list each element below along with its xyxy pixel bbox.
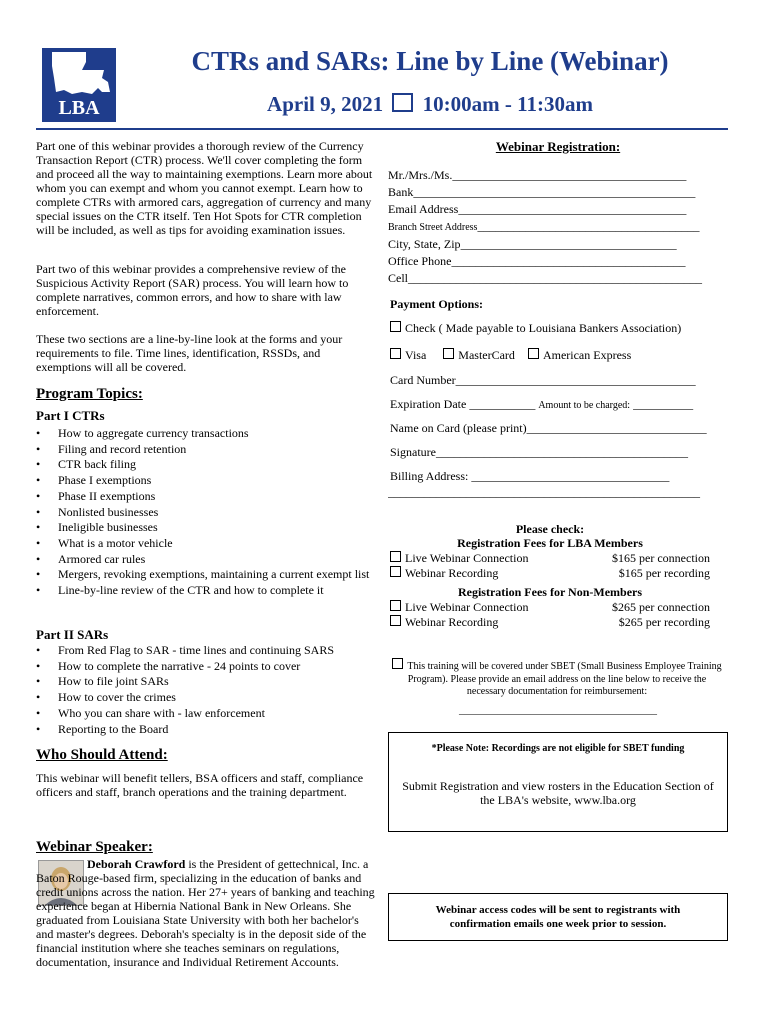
sbet-text: This training will be covered under SBET (Small Business Employee Training Program). Please provide an email address on the line below to receive the necessary documentation for reimbursement: (407, 661, 722, 697)
fee-label: Live Webinar Connection (405, 600, 529, 614)
field-label: Office Phone (388, 254, 452, 268)
attend-text: This webinar will benefit tellers, BSA officers and staff, compliance officers and staff, branch operations and the training department. (36, 771, 364, 799)
list-item: • Reporting to the Board (36, 722, 376, 738)
sbet-note: *Please Note: Recordings are not eligible for SBET funding (431, 743, 685, 754)
field-label: City, State, Zip (388, 237, 461, 251)
amount-line[interactable]: __________ (633, 397, 694, 411)
fee-option-label-wrap (390, 566, 498, 581)
fee-option[interactable] (390, 566, 710, 581)
visa-option[interactable] (390, 348, 426, 362)
expiration-line[interactable]: ___________ (469, 397, 536, 411)
sbet-option[interactable] (392, 658, 722, 699)
registration-field[interactable] (388, 201, 724, 218)
webinar-speaker-heading: Webinar Speaker: (36, 839, 153, 855)
billing-line[interactable]: _________________________________ (471, 469, 670, 483)
fee-price: $165 per connection (612, 551, 710, 565)
fee-option-label-wrap (390, 600, 528, 615)
fee-label: Live Webinar Connection (405, 551, 529, 565)
field-line[interactable]: ____________________________________ (460, 237, 677, 251)
billing-address-line2[interactable]: ____________________________________________________ (388, 485, 700, 499)
amex-checkbox[interactable] (528, 348, 539, 359)
mastercard-checkbox[interactable] (443, 348, 454, 359)
field-label: Email Address (388, 202, 459, 216)
speaker-name: Deborah Crawford (87, 857, 186, 871)
payment-options-heading: Payment Options: (390, 297, 483, 311)
billing-address-field[interactable] (390, 468, 726, 485)
visa-checkbox[interactable] (390, 348, 401, 359)
list-item: • Phase II exemptions (36, 489, 376, 505)
registration-form (388, 167, 724, 287)
fee-option-label-wrap (390, 551, 528, 566)
mastercard-label: MasterCard (458, 348, 515, 362)
fee-price: $265 per recording (618, 615, 710, 629)
registration-field[interactable] (388, 167, 724, 184)
part1-list (36, 426, 376, 599)
nonmembers-fees-heading: Registration Fees for Non-Members (457, 585, 643, 599)
part2-list (36, 643, 376, 737)
expiration-label: Expiration Date (390, 397, 467, 411)
intro-part-two: Part two of this webinar provides a comprehensive review of the Suspicious Activity Report (SAR) process. You will learn how to complete narratives, common errors, and how to share with law enforcement. (36, 262, 349, 318)
submit-info-box (388, 732, 728, 832)
access-codes-text: Webinar access codes will be sent to registrants with confirmation emails one week prior to session. (435, 904, 681, 930)
fee-option[interactable] (390, 551, 710, 566)
registration-heading: Webinar Registration: (495, 139, 621, 154)
visa-label: Visa (405, 348, 427, 362)
field-line[interactable]: _________________________________________________ (408, 271, 702, 285)
signature-label: Signature (390, 445, 436, 459)
list-item: • Nonlisted businesses (36, 505, 376, 521)
name-on-card-label: Name on Card (please print) (390, 421, 527, 435)
field-label: Mr./Mrs./Ms. (388, 168, 453, 182)
name-on-card-line[interactable]: ______________________________ (526, 421, 707, 435)
fee-label: Webinar Recording (405, 615, 499, 629)
fee-checkbox[interactable] (390, 551, 401, 562)
list-item: • Phase I exemptions (36, 473, 376, 489)
registration-field[interactable] (388, 218, 724, 236)
members-fees-list (390, 551, 710, 581)
amex-option[interactable] (528, 348, 631, 362)
card-type-options (390, 348, 631, 363)
calendar-box-icon (392, 93, 413, 112)
pay-by-check-option[interactable] (390, 321, 681, 336)
field-line[interactable]: ______________________________________ (458, 202, 687, 216)
list-item: • How to cover the crimes (36, 690, 376, 706)
card-number-label: Card Number (390, 373, 456, 387)
list-item: • CTR back filing (36, 457, 376, 473)
sbet-email-line[interactable]: ____________________________________ (459, 704, 657, 716)
list-item: • How to aggregate currency transactions (36, 426, 376, 442)
field-label: Branch Street Address (388, 222, 478, 233)
speaker-bio (36, 857, 378, 969)
sbet-checkbox[interactable] (392, 658, 403, 669)
fee-price: $165 per recording (618, 566, 710, 580)
part1-heading: Part I CTRs (36, 408, 105, 423)
louisiana-map-icon (42, 48, 116, 122)
logo-text: LBA (58, 97, 100, 119)
list-item: • Mergers, revoking exemptions, maintaining a current exempt list (36, 567, 376, 583)
event-date-time (180, 92, 680, 117)
field-label: Cell (388, 271, 408, 285)
list-item: • Armored car rules (36, 552, 376, 568)
fee-checkbox[interactable] (390, 566, 401, 577)
billing-label: Billing Address: (390, 469, 469, 483)
card-number-line[interactable]: ________________________________________ (455, 373, 696, 387)
field-line[interactable]: _____________________________________ (477, 219, 700, 233)
list-item: • From Red Flag to SAR - time lines and continuing SARS (36, 643, 376, 659)
event-time: 10:00am - 11:30am (422, 92, 593, 116)
fee-option-label-wrap (390, 615, 498, 630)
header-rule (36, 128, 728, 130)
event-date: April 9, 2021 (267, 92, 384, 116)
check-label: Check ( Made payable to Louisiana Bankers Association) (405, 321, 682, 335)
registration-field[interactable] (388, 184, 724, 201)
intro-summary: These two sections are a line-by-line look at the forms and your requirements to file. Time lines, identification, RSSDs, and exemptions will all be covered. (36, 332, 343, 374)
intro-part-one: Part one of this webinar provides a thorough review of the Currency Transaction Report (CTR) process. We'll cover completing the form and proceed all the way to maintaining exemptions. Learn more about whom you can exempt and whom you cannot exempt. Learn how to complete CTRs with armored cars, aggregation of currency and many special issues on the CTR itself. Ten Hot Spots for CTR completion will be included, as well as tips for avoiding examination issues. (36, 139, 373, 237)
nonmembers-fees-list (390, 600, 710, 630)
amex-label: American Express (542, 348, 632, 362)
fee-checkbox[interactable] (390, 600, 401, 611)
field-line[interactable]: _______________________________________________ (413, 185, 696, 199)
list-item: • How to file joint SARs (36, 674, 376, 690)
part2-heading: Part II SARs (36, 627, 109, 642)
list-item: • What is a motor vehicle (36, 536, 376, 552)
who-should-attend-heading: Who Should Attend: (36, 747, 168, 763)
field-line[interactable]: _______________________________________ (452, 168, 687, 182)
name-on-card-field[interactable] (390, 420, 726, 437)
program-topics-heading: Program Topics: (36, 386, 143, 402)
amount-label: Amount to be charged: (538, 400, 631, 411)
fee-label: Webinar Recording (405, 566, 499, 580)
field-line[interactable]: _______________________________________ (451, 254, 686, 268)
registration-field[interactable] (388, 236, 724, 253)
check-checkbox[interactable] (390, 321, 401, 332)
expiration-field (390, 396, 726, 414)
signature-field[interactable] (390, 444, 726, 461)
list-item: • How to complete the narrative - 24 points to cover (36, 659, 376, 675)
fee-option[interactable] (390, 615, 710, 630)
fee-option[interactable] (390, 600, 710, 615)
registration-field[interactable] (388, 253, 724, 270)
lba-logo (42, 48, 116, 122)
card-number-field[interactable] (390, 372, 726, 389)
speaker-bio-text: is the President of gettechnical, Inc. a Baton Rouge-based firm, specializing in the education of banks and credit unions across the nation. Her 27+ years of banking and teaching experience began at Hibernia National Bank in New Orleans. She graduated from Louisiana State University with both her bachelor's and master's degrees. Deborah's specialty is in the deposit side of the financial institution where she teaches seminars on regulations, documentation, insurance and Individual Retirement Accounts. (36, 857, 375, 969)
fee-price: $265 per connection (612, 600, 710, 614)
signature-line[interactable]: __________________________________________ (436, 445, 688, 459)
fee-checkbox[interactable] (390, 615, 401, 626)
list-item: • Ineligible businesses (36, 520, 376, 536)
page-title: CTRs and SARs: Line by Line (Webinar) (191, 46, 669, 76)
please-check-label: Please check: (515, 522, 585, 536)
list-item: • Filing and record retention (36, 442, 376, 458)
list-item: • Line-by-line review of the CTR and how to complete it (36, 583, 376, 599)
list-item: • Who you can share with - law enforcement (36, 706, 376, 722)
field-label: Bank (388, 185, 414, 199)
registration-field[interactable] (388, 270, 724, 287)
submit-registration-text: Submit Registration and view rosters in the Education Section of the LBA's website, www.lba.org (402, 779, 714, 807)
mastercard-option[interactable] (443, 348, 515, 362)
access-codes-box (388, 893, 728, 941)
members-fees-heading: Registration Fees for LBA Members (457, 536, 643, 550)
